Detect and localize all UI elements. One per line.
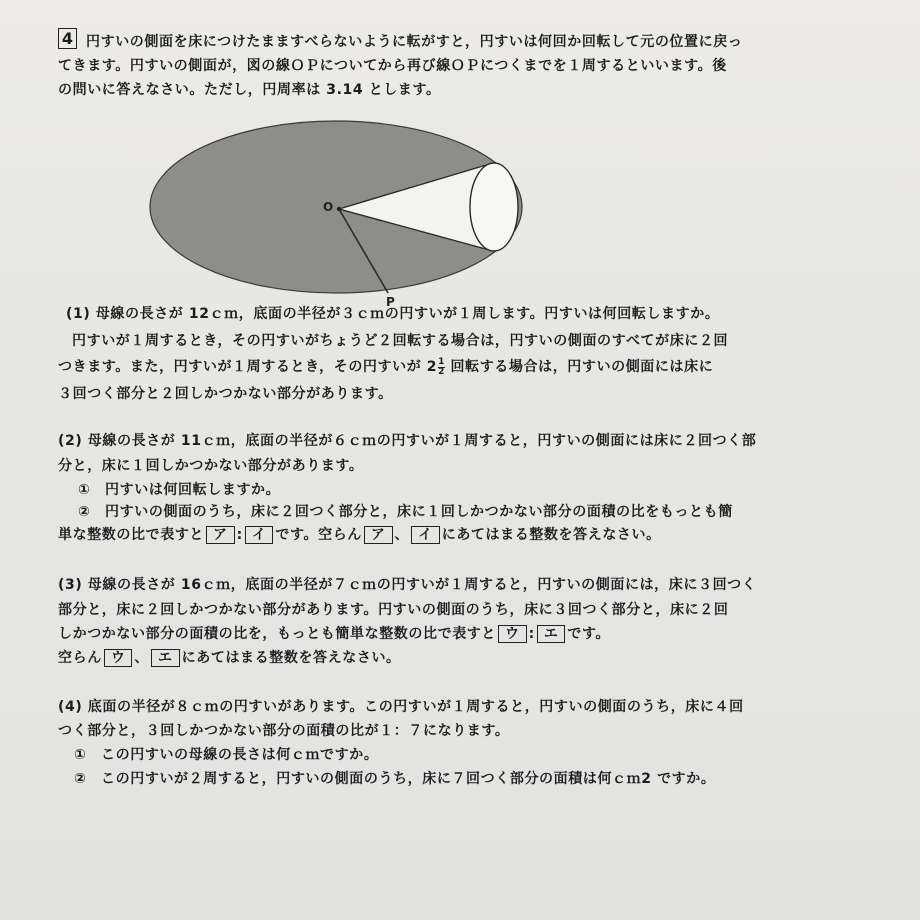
answer-box-u: ウ [498,625,527,643]
q2-line-5d: にあてはまる整数を答えなさい。 [441,527,661,543]
q4-line-2: つく部分と，３回しかつかない部分の面積の比が１：７になります。 [58,723,510,739]
cone-figure [140,115,540,310]
q2-sub-1: ① 円すいは何回転しますか。 [78,482,281,498]
q2-line-5c: 、 [394,527,410,543]
q1-line-3b: 回転する場合は，円すいの側面には床に [445,359,714,375]
frac-numerator: 1 [438,356,446,367]
q2-colon: : [236,527,243,543]
answer-box-e-ref: エ [151,649,180,667]
q2-sub-2: ② 円すいの側面のうち，床に２回つく部分と，床に１回しかつかない部分の面積の比をもっとも簡 [78,504,733,520]
intro-line-3: の問いに答えなさい。ただし，円周率は 3.14 とします。 [58,82,441,98]
q3-line-2: 部分と，床に２回しかつかない部分があります。円すいの側面のうち，床に３回つく部分と，床に２回 [58,602,729,618]
q2-line-2: 分と，床に１回しかつかない部分があります。 [58,458,364,474]
answer-box-a: ア [206,526,235,544]
q3-colon: : [528,626,535,642]
q1-line-1: (1) 母線の長さが 12ｃｍ，底面の半径が３ｃｍの円すいが１周します。円すいは何回転しますか。 [66,306,720,322]
q2-line-5a: 単な整数の比で表すと [58,527,204,543]
answer-box-a-ref: ア [364,526,393,544]
q3-line-4a: 空らん [58,650,102,666]
q1-line-2: 円すいが１周するとき，その円すいがちょうど２回転する場合は，円すいの側面のすべてが床に２回 [72,333,729,349]
cone-base [470,163,518,251]
q1-line-3a: つきます。また，円すいが１周するとき，その円すいが 2 [58,359,438,375]
q1-line-4: ３回つく部分と２回しかつかない部分があります。 [58,386,393,402]
q4-sub-1: ① この円すいの母線の長さは何ｃｍですか。 [74,747,379,763]
q3-line-4b: 、 [134,650,150,666]
q3-line-4c: にあてはまる整数を答えなさい。 [181,650,401,666]
q3-line-3b: です。 [567,626,611,642]
intro-line-1: 円すいの側面を床につけたまますべらないように転がすと，円すいは何回か回転して元の位置に戻っ [86,34,743,50]
q3-line-1: (3) 母線の長さが 16ｃｍ，底面の半径が７ｃｍの円すいが１周すると，円すいの側面には，床に３回つく [58,577,757,593]
problem-number: 4 [58,28,77,49]
q4-line-1: (4) 底面の半径が８ｃｍの円すいがあります。この円すいが１周すると，円すいの側面のうち，床に４回 [58,699,744,715]
label-o: O [323,200,334,214]
point-o [337,207,341,211]
answer-box-i: イ [245,526,274,544]
q2-line-5b: です。空らん [275,527,362,543]
q2-line-5 [58,524,661,544]
intro-line-2: てきます。円すいの側面が，図の線ＯＰについてから再び線ＯＰにつくまでを１周するといいます。後 [58,58,727,74]
q4-sub-2: ② この円すいが２周すると，円すいの側面のうち，床に７回つく部分の面積は何ｃｍ2 ですか。 [74,771,716,787]
q3-line-3 [58,623,610,643]
fraction-half [438,358,445,377]
frac-denominator: 2 [438,366,446,377]
label-p: P [386,295,395,309]
q1-line-3 [58,356,713,377]
q3-line-3a: しかつかない部分の面積の比を，もっとも簡単な整数の比で表すと [58,626,496,642]
answer-box-i-ref: イ [411,526,440,544]
q2-line-1: (2) 母線の長さが 11ｃｍ，底面の半径が６ｃｍの円すいが１周すると，円すいの側面には床に２回つく部 [58,433,757,449]
answer-box-e: エ [537,625,566,643]
q3-line-4 [58,647,401,667]
answer-box-u-ref: ウ [104,649,133,667]
